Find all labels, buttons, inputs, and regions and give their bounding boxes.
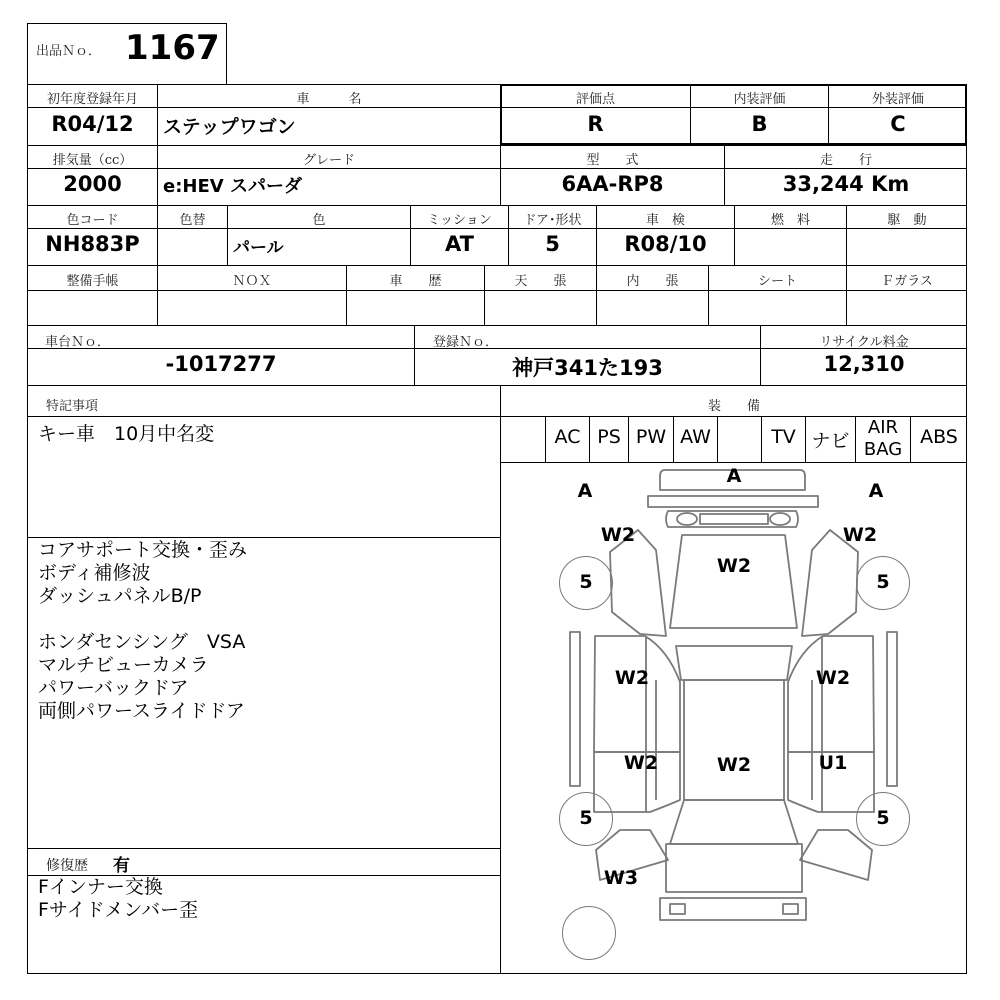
registration-label: 登録Ｎｏ． — [433, 335, 499, 350]
wheel-rear-left: 5 — [559, 792, 613, 846]
color-change-label: 色替 — [179, 213, 206, 228]
mark-left-front-door: W2 — [614, 667, 650, 689]
color-code-label: 色コード — [66, 213, 119, 228]
inspection-label: 車 検 — [645, 213, 685, 228]
model-label: 型 式 — [586, 153, 639, 168]
spare-tire — [562, 906, 616, 960]
sunroof-label: 天 張 — [514, 274, 567, 289]
interior-label: 内装評価 — [733, 92, 786, 107]
maintenance-label: 整備手帳 — [66, 274, 119, 289]
mark-front-bumper: A — [726, 465, 742, 487]
repair-detail: Fインナー交換 Fサイドメンバー歪 — [38, 876, 199, 921]
mileage-value: 33,244 Km — [782, 172, 910, 196]
notes-label: 特記事項 — [46, 399, 99, 414]
exterior-value: C — [890, 112, 906, 136]
seat-label: シート — [757, 274, 797, 289]
color-label: 色 — [312, 213, 326, 228]
doors-value: 5 — [545, 232, 560, 256]
lot-label: 出品Ｎｏ． — [36, 44, 102, 59]
recycle-label: リサイクル料金 — [819, 335, 909, 350]
notes-top: キー車 10月中名変 — [38, 423, 215, 445]
mark-right-fender: W2 — [842, 524, 878, 546]
equip-airbag: AIR BAG — [863, 417, 903, 460]
wheel-front-left: 5 — [559, 556, 613, 610]
mileage-label: 走 行 — [819, 153, 872, 168]
fuel-label: 燃 料 — [770, 213, 810, 228]
equip-navi: ナビ — [811, 430, 850, 452]
mark-front-right-corner: A — [868, 480, 884, 502]
exterior-label: 外装評価 — [871, 92, 924, 107]
mark-left-quarter: W3 — [603, 867, 639, 889]
equipment-label: 装 備 — [707, 399, 760, 414]
wheel-front-right: 5 — [856, 556, 910, 610]
mark-front-left-corner: A — [577, 480, 593, 502]
mark-hood: W2 — [716, 555, 752, 577]
score-label: 評価点 — [575, 92, 615, 107]
repair-value: 有 — [113, 856, 130, 876]
first-reg-value: R04/12 — [51, 112, 134, 136]
notes-middle: コアサポート交換・歪み ボディ補修波 ダッシュパネルB/P ホンダセンシング VSA マルチビューカメラ パワーバックドア 両側パワースライドドア — [38, 539, 248, 722]
equip-ac: AC — [554, 426, 581, 448]
history-label: 車 歴 — [389, 274, 442, 289]
mark-left-fender: W2 — [600, 524, 636, 546]
repair-label: 修復歴 — [46, 858, 88, 874]
lot-number: 1167 — [125, 28, 220, 68]
chassis-value: -1017277 — [165, 352, 277, 376]
recycle-value: 12,310 — [823, 352, 905, 376]
interior-value: B — [751, 112, 768, 136]
first-reg-label: 初年度登録年月 — [46, 92, 138, 107]
color-value: パール — [233, 238, 284, 258]
fglass-label: Ｆガラス — [881, 274, 933, 289]
nox-label: ＮＯＸ — [232, 274, 272, 289]
wheel-rear-right: 5 — [856, 792, 910, 846]
mark-left-rear-door: W2 — [623, 752, 659, 774]
car-name-label: 車 名 — [296, 92, 362, 107]
equip-aw: AW — [680, 426, 711, 448]
equip-ps: PS — [597, 426, 621, 448]
registration-value: 神戸341た193 — [512, 356, 663, 380]
color-code-value: NH883P — [45, 232, 140, 256]
mark-right-rear-door: U1 — [818, 752, 848, 774]
mark-right-front-door: W2 — [815, 667, 851, 689]
drive-label: 駆 動 — [887, 213, 927, 228]
grade-value: e:HEV スパーダ — [163, 176, 302, 197]
doors-label: ドア･形状 — [523, 213, 582, 228]
mission-label: ミッション — [427, 213, 492, 228]
grade-label: グレード — [302, 153, 355, 168]
equip-tv: TV — [771, 426, 796, 448]
mission-value: AT — [445, 232, 474, 256]
chassis-label: 車台Ｎｏ． — [45, 335, 111, 350]
inner-label: 内 張 — [626, 274, 679, 289]
inspection-value: R08/10 — [624, 232, 707, 256]
displacement-value: 2000 — [63, 172, 122, 196]
equip-pw: PW — [635, 426, 667, 448]
equip-abs: ABS — [920, 426, 958, 448]
mark-roof: W2 — [716, 754, 752, 776]
model-value: 6AA-RP8 — [561, 172, 664, 196]
car-name-value: ステップワゴン — [163, 116, 296, 138]
displacement-label: 排気量（cc） — [52, 153, 133, 168]
score-value: R — [587, 112, 604, 136]
